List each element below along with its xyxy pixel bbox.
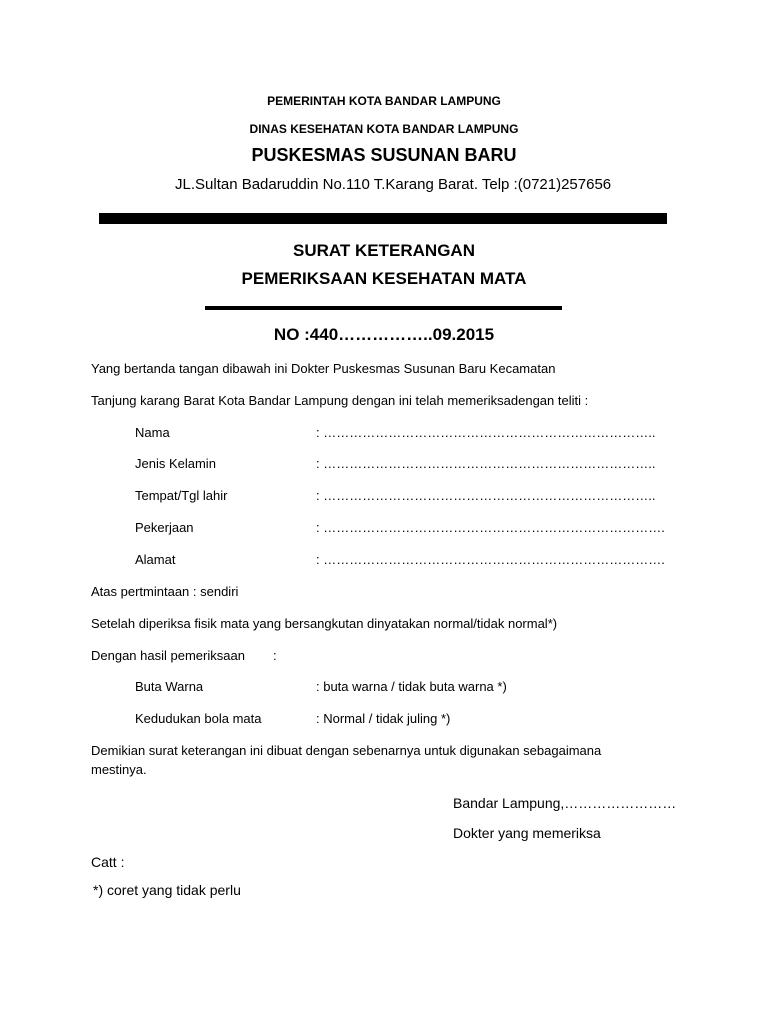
field-value-pekerjaan: : ……………………………………………………………………. <box>316 520 665 535</box>
field-value-tempat-tgl-lahir: : ………………………………………………………………….. <box>316 488 656 503</box>
exam-value-kedudukan: : Normal / tidak juling *) <box>316 711 451 726</box>
signature-role: Dokter yang memeriksa <box>453 825 601 841</box>
field-label-alamat: Alamat <box>135 552 176 567</box>
field-value-jenis-kelamin: : ………………………………………………………………….. <box>316 456 656 471</box>
exam-colon: : <box>273 648 277 663</box>
title-line2: PEMERIKSAAN KESEHATAN MATA <box>241 269 527 288</box>
header-address: JL.Sultan Badaruddin No.110 T.Karang Barat. Telp :(0721)257656 <box>175 176 612 193</box>
result-statement: Setelah diperiksa fisik mata yang bersangkutan dinyatakan normal/tidak normal*) <box>91 616 558 631</box>
header-puskesmas: PUSKESMAS SUSUNAN BARU <box>251 145 517 165</box>
signature-place-date: Bandar Lampung,…………………… <box>453 795 677 811</box>
letter-number: NO :440……………..09.2015 <box>273 325 495 344</box>
header-department: DINAS KESEHATAN KOTA BANDAR LAMPUNG <box>249 122 519 136</box>
intro-line2: Tanjung karang Barat Kota Bandar Lampung dengan ini telah memeriksadengan teliti : <box>91 393 589 408</box>
closing-line2: mestinya. <box>91 762 147 777</box>
note-text: *) coret yang tidak perlu <box>93 882 241 898</box>
closing-line1: Demikian surat keterangan ini dibuat dengan sebenarnya untuk digunakan sebagaimana <box>91 743 602 758</box>
note-label: Catt : <box>91 854 125 870</box>
exam-label: Dengan hasil pemeriksaan <box>91 648 245 663</box>
intro-line1: Yang bertanda tangan dibawah ini Dokter Puskesmas Susunan Baru Kecamatan <box>91 361 556 376</box>
exam-label-buta-warna: Buta Warna <box>135 679 204 694</box>
header-government: PEMERINTAH KOTA BANDAR LAMPUNG <box>267 94 501 108</box>
letterhead-divider <box>99 213 667 224</box>
exam-label-kedudukan: Kedudukan bola mata <box>135 711 262 726</box>
request-line: Atas pertmintaan : sendiri <box>91 584 239 599</box>
field-value-nama: : ………………………………………………………………….. <box>316 425 656 440</box>
field-label-jenis-kelamin: Jenis Kelamin <box>135 456 216 471</box>
title-divider <box>205 306 562 310</box>
title-line1: SURAT KETERANGAN <box>293 241 475 260</box>
exam-value-buta-warna: : buta warna / tidak buta warna *) <box>316 679 507 694</box>
field-label-nama: Nama <box>135 425 170 440</box>
field-value-alamat: : ……………………………………………………………………. <box>316 552 665 567</box>
field-label-pekerjaan: Pekerjaan <box>135 520 194 535</box>
field-label-tempat-tgl-lahir: Tempat/Tgl lahir <box>135 488 228 503</box>
